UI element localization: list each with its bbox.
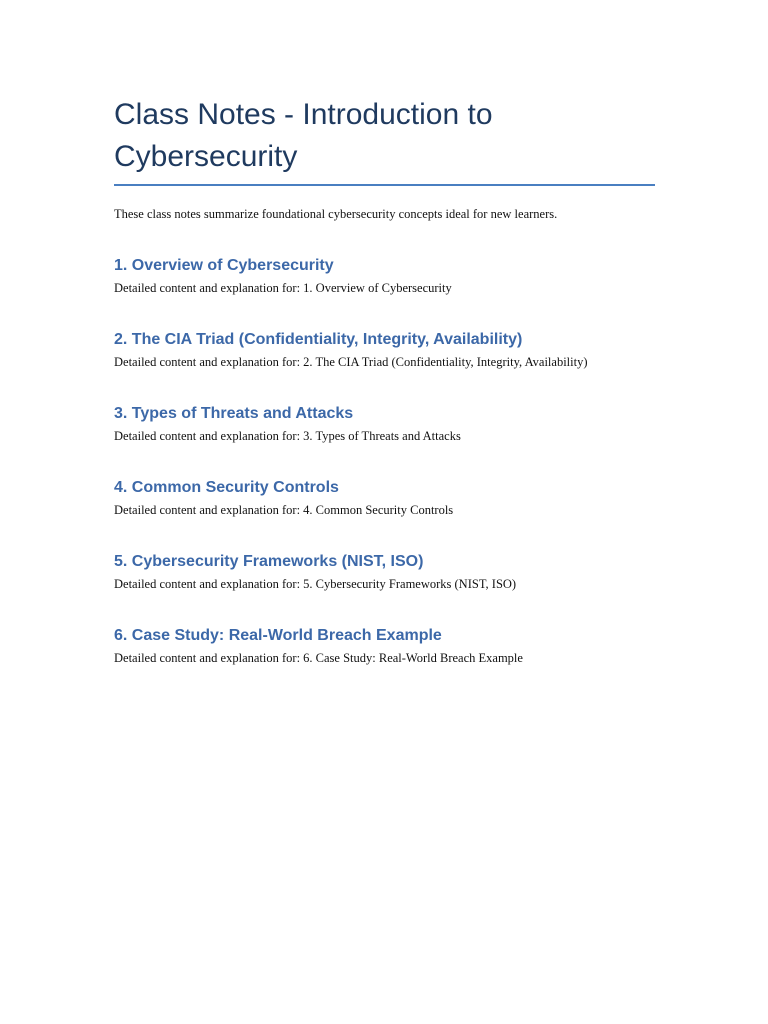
section-case-study (114, 625, 655, 668)
section-overview (114, 255, 655, 298)
document-page (114, 94, 655, 668)
section-heading: 3. Types of Threats and Attacks (114, 405, 354, 422)
title-divider (114, 184, 655, 186)
section-heading: 4. Common Security Controls (114, 479, 339, 496)
section-body: Detailed content and explanation for: 6. Case Study: Real-World Breach Example (114, 651, 523, 665)
section-heading: 2. The CIA Triad (Confidentiality, Integrity, Availability) (114, 331, 523, 348)
section-threats (114, 403, 655, 446)
section-body: Detailed content and explanation for: 1. Overview of Cybersecurity (114, 281, 452, 295)
section-heading: 5. Cybersecurity Frameworks (NIST, ISO) (114, 553, 424, 570)
section-controls (114, 477, 655, 520)
intro-paragraph: These class notes summarize foundational cybersecurity concepts ideal for new learners. (114, 207, 558, 221)
section-body: Detailed content and explanation for: 2. The CIA Triad (Confidentiality, Integrity, Availability) (114, 355, 588, 369)
section-body: Detailed content and explanation for: 5. Cybersecurity Frameworks (NIST, ISO) (114, 577, 517, 591)
document-title: Class Notes - Introduction to Cybersecurity (114, 98, 493, 173)
section-body: Detailed content and explanation for: 4. Common Security Controls (114, 503, 454, 517)
section-heading: 6. Case Study: Real-World Breach Example (114, 627, 442, 644)
section-cia-triad (114, 329, 655, 372)
section-body: Detailed content and explanation for: 3. Types of Threats and Attacks (114, 429, 461, 443)
section-frameworks (114, 551, 655, 594)
section-heading: 1. Overview of Cybersecurity (114, 257, 334, 274)
